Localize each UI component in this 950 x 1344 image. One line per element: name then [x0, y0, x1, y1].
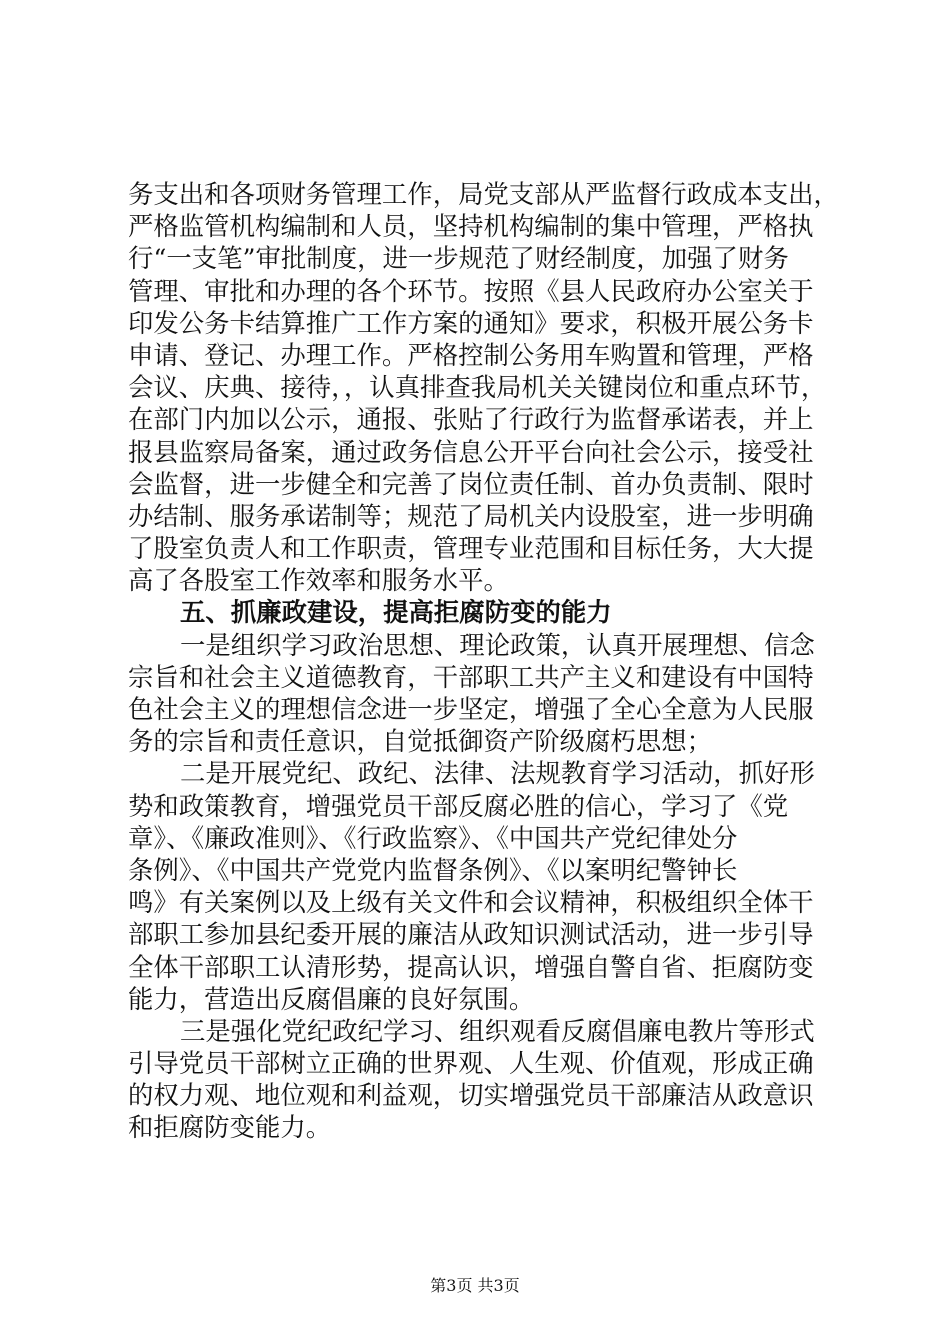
text-line: 宗旨和社会主义道德教育，干部职工共产主义和建设有中国特	[128, 661, 814, 692]
text-line: 会议、庆典、接待，，认真排查我局机关关键岗位和重点环节，	[128, 372, 827, 403]
text-line: 和拒腐防变能力。	[128, 1112, 332, 1143]
text-line: 全体干部职工认清形势，提高认识，增强自警自省、拒腐防变	[128, 951, 814, 982]
page-footer: 第3页 共3页	[430, 1276, 520, 1295]
text-line: 引导党员干部树立正确的世界观、人生观、价值观，形成正确	[128, 1048, 814, 1079]
text-line: 申请、登记、办理工作。严格控制公务用车购置和管理，严格	[128, 339, 814, 370]
text-line: 色社会主义的理想信念进一步坚定，增强了全心全意为人民服	[128, 694, 814, 724]
text-line: 务的宗旨和责任意识，自觉抵御资产阶级腐朽思想；	[128, 726, 712, 757]
text-line: 管理、审批和办理的各个环节。按照《县人民政府办公室关于	[128, 275, 814, 306]
text-line: 了股室负责人和工作职责，管理专业范围和目标任务，大大提	[128, 533, 814, 564]
text-line: 鸣》有关案例以及上级有关文件和会议精神，积极组织全体干	[128, 887, 814, 918]
text-line: 条例》、《中国共产党党内监督条例》、《以案明纪警钟长	[128, 854, 738, 885]
text-line: 章》、《廉政准则》、《行政监察》、《中国共产党纪律处分	[128, 822, 738, 853]
document-body	[128, 178, 848, 1144]
text-line: 三是强化党纪政纪学习、组织观看反腐倡廉电教片等形式	[180, 1015, 815, 1046]
text-line: 严格监管机构编制和人员，坚持机构编制的集中管理，严格执	[128, 211, 814, 242]
text-line: 务支出和各项财务管理工作，局党支部从严监督行政成本支出，	[128, 179, 839, 209]
text-line: 势和政策教育，增强党员干部反腐必胜的信心，学习了《党	[128, 790, 789, 821]
text-line: 报县监察局备案，通过政务信息公开平台向社会公示，接受社	[128, 436, 814, 467]
text-line: 能力，营造出反腐倡廉的良好氛围。	[128, 983, 535, 1014]
text-line: 在部门内加以公示，通报、张贴了行政行为监督承诺表，并上	[128, 404, 814, 435]
text-line: 二是开展党纪、政纪、法律、法规教育学习活动，抓好形	[180, 758, 815, 789]
text-line: 一是组织学习政治思想、理论政策，认真开展理想、信念	[180, 629, 815, 660]
section-heading: 五、抓廉政建设，提高拒腐防变的能力	[180, 597, 612, 628]
text-line: 行“一支笔”审批制度，进一步规范了财经制度，加强了财务	[128, 243, 789, 274]
text-line: 印发公务卡结算推广工作方案的通知》要求，积极开展公务卡	[128, 307, 814, 338]
text-line: 会监督，进一步健全和完善了岗位责任制、首办负责制、限时	[128, 468, 814, 499]
text-line: 部职工参加县纪委开展的廉洁从政知识测试活动，进一步引导	[128, 919, 814, 950]
text-line: 的权力观、地位观和利益观，切实增强党员干部廉洁从政意识	[128, 1080, 814, 1111]
text-line: 高了各股室工作效率和服务水平。	[128, 565, 509, 596]
text-line: 办结制、服务承诺制等；规范了局机关内设股室，进一步明确	[128, 500, 814, 531]
